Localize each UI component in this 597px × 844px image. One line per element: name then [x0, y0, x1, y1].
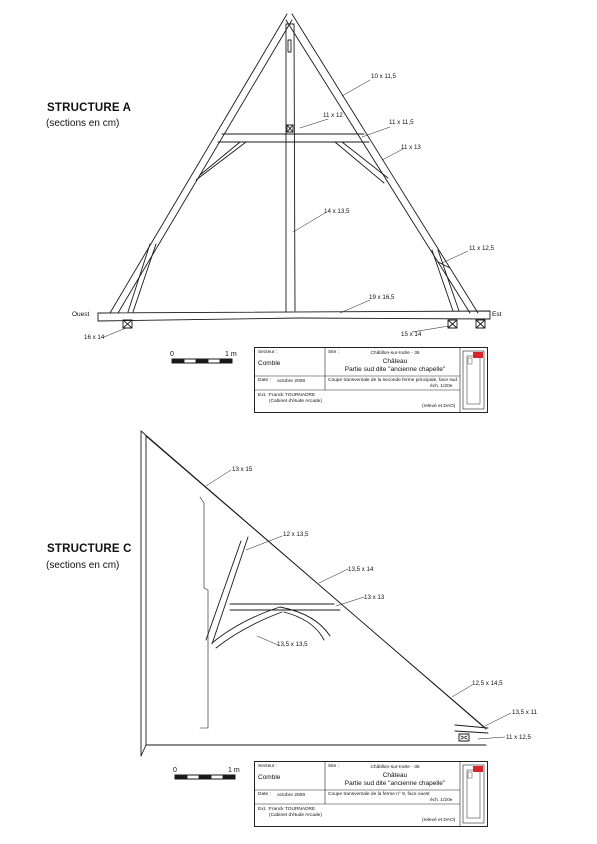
cartouche-a-site-label: Site :: [328, 350, 339, 355]
cartouche-a-part: Partie sud dite "ancienne chapelle": [344, 366, 446, 373]
east-label: Est: [492, 311, 502, 318]
cartouche-a-description: Coupe transversale de la seconde ferme principale, face sud: [328, 378, 458, 383]
scale-a-start: 0: [170, 351, 174, 358]
truss-a-left-rafter: [110, 14, 292, 313]
cartouche-c-thumbnail: [463, 765, 484, 823]
cartouche-c: [254, 761, 488, 827]
truss-c: [141, 431, 488, 756]
scale-bar-c: [175, 775, 235, 779]
dim-label: 13 x 15: [232, 466, 253, 473]
dim-label: 11 x 11,5: [389, 119, 414, 126]
structure-a-subtitle: (sections en cm): [46, 118, 120, 129]
cartouche-a-secteur-label: Secteur :: [258, 350, 278, 355]
truss-a-collar: [218, 134, 369, 142]
structure-a-title: STRUCTURE A: [47, 102, 132, 114]
west-label: Ouest: [72, 311, 90, 318]
cartouche-a-author-label: Ext. :: [258, 393, 269, 398]
dim-label: 11 x 13: [401, 144, 421, 151]
cartouche-c-site-label: Site :: [328, 764, 339, 769]
truss-a-king-post: [286, 24, 295, 312]
structure-c-subtitle: (sections en cm): [46, 560, 120, 571]
cartouche-a-author-org: (Cabinet d'étude Arcade): [269, 399, 322, 404]
dim-label: 15 x 14: [401, 331, 422, 338]
truss-c-floor: [141, 745, 486, 756]
dim-label: 13,5 x 13,5: [277, 641, 308, 648]
cartouche-a-secteur-value: Comble: [258, 360, 281, 367]
truss-c-strut: [206, 537, 248, 644]
scale-a-end: 1 m: [225, 351, 237, 358]
truss-c-inner-wall: [200, 497, 208, 728]
scale-bar-a: [172, 359, 232, 363]
cartouche-c-scale: éch. 1/20e: [430, 798, 453, 803]
truss-a-left-strut: [128, 244, 156, 312]
truss-c-wall: [141, 431, 146, 756]
dim-label: 10 x 11,5: [371, 73, 396, 80]
cartouche-a-building: Château: [382, 358, 408, 365]
cartouche-c-secteur-label: Secteur :: [258, 764, 278, 769]
cartouche-a-date-label: Date :: [258, 378, 271, 383]
cartouche-c-secteur-value: Comble: [258, 774, 281, 781]
dim-label: 12,5 x 14,5: [472, 680, 503, 687]
dim-label: 16 x 14: [84, 334, 105, 341]
cartouche-c-author-org: (Cabinet d'étude Arcade): [269, 813, 322, 818]
cartouche-c-date-value: octobre 2008: [277, 793, 306, 798]
dim-label: 11 x 12,5: [506, 734, 531, 741]
structure-c-title: STRUCTURE C: [47, 543, 132, 555]
cartouche-c-part: Partie sud dite "ancienne chapelle": [344, 780, 446, 787]
dim-label: 19 x 16,5: [369, 294, 395, 301]
cartouche-a-credit: (relevé et DAO): [422, 404, 456, 409]
scale-c-end: 1 m: [228, 767, 240, 774]
cartouche-c-site-value: Châtillon-sur-Indre - 36: [370, 765, 420, 770]
scale-c-start: 0: [173, 767, 177, 774]
cartouche-a: [254, 347, 488, 413]
cartouche-a-site-value: Châtillon-sur-Indre - 36: [370, 351, 420, 356]
cartouche-a-date-value: octobre 2008: [277, 379, 306, 384]
dim-label: 14 x 13,5: [324, 208, 350, 215]
cartouche-a-scale: éch. 1/20e: [430, 384, 453, 389]
truss-a-right-rafter: [286, 14, 478, 313]
dim-label: 11 x 12,5: [469, 245, 494, 252]
truss-a-right-brace: [335, 142, 388, 183]
truss-a-tie-beam: [98, 311, 490, 321]
truss-c-collar: [230, 604, 340, 610]
cartouche-a-thumbnail: [463, 351, 484, 409]
cartouche-c-author-label: Ext. :: [258, 807, 269, 812]
dim-label: 13,5 x 14: [348, 566, 374, 573]
truss-c-arch-right: [280, 607, 330, 640]
truss-c-leaders: [206, 470, 511, 739]
cartouche-c-credit: (relevé et DAO): [422, 818, 456, 823]
cartouche-a-author-name: Franck TOURNADRE: [269, 393, 316, 398]
dim-label: 13 x 13: [364, 594, 385, 601]
dim-label: 11 x 12: [323, 112, 343, 119]
truss-a: [98, 14, 490, 328]
cartouche-c-building: Château: [382, 772, 408, 779]
cartouche-c-description: Coupe transversale de la ferme n° 9, face ouest: [328, 792, 430, 797]
dim-label: 13,5 x 11: [512, 709, 537, 716]
truss-a-left-brace: [196, 142, 246, 180]
dim-label: 12 x 13,5: [283, 531, 309, 538]
cartouche-c-author-name: Franck TOURNADRE: [269, 807, 316, 812]
cartouche-c-date-label: Date :: [258, 792, 271, 797]
truss-c-rafter: [141, 431, 486, 729]
